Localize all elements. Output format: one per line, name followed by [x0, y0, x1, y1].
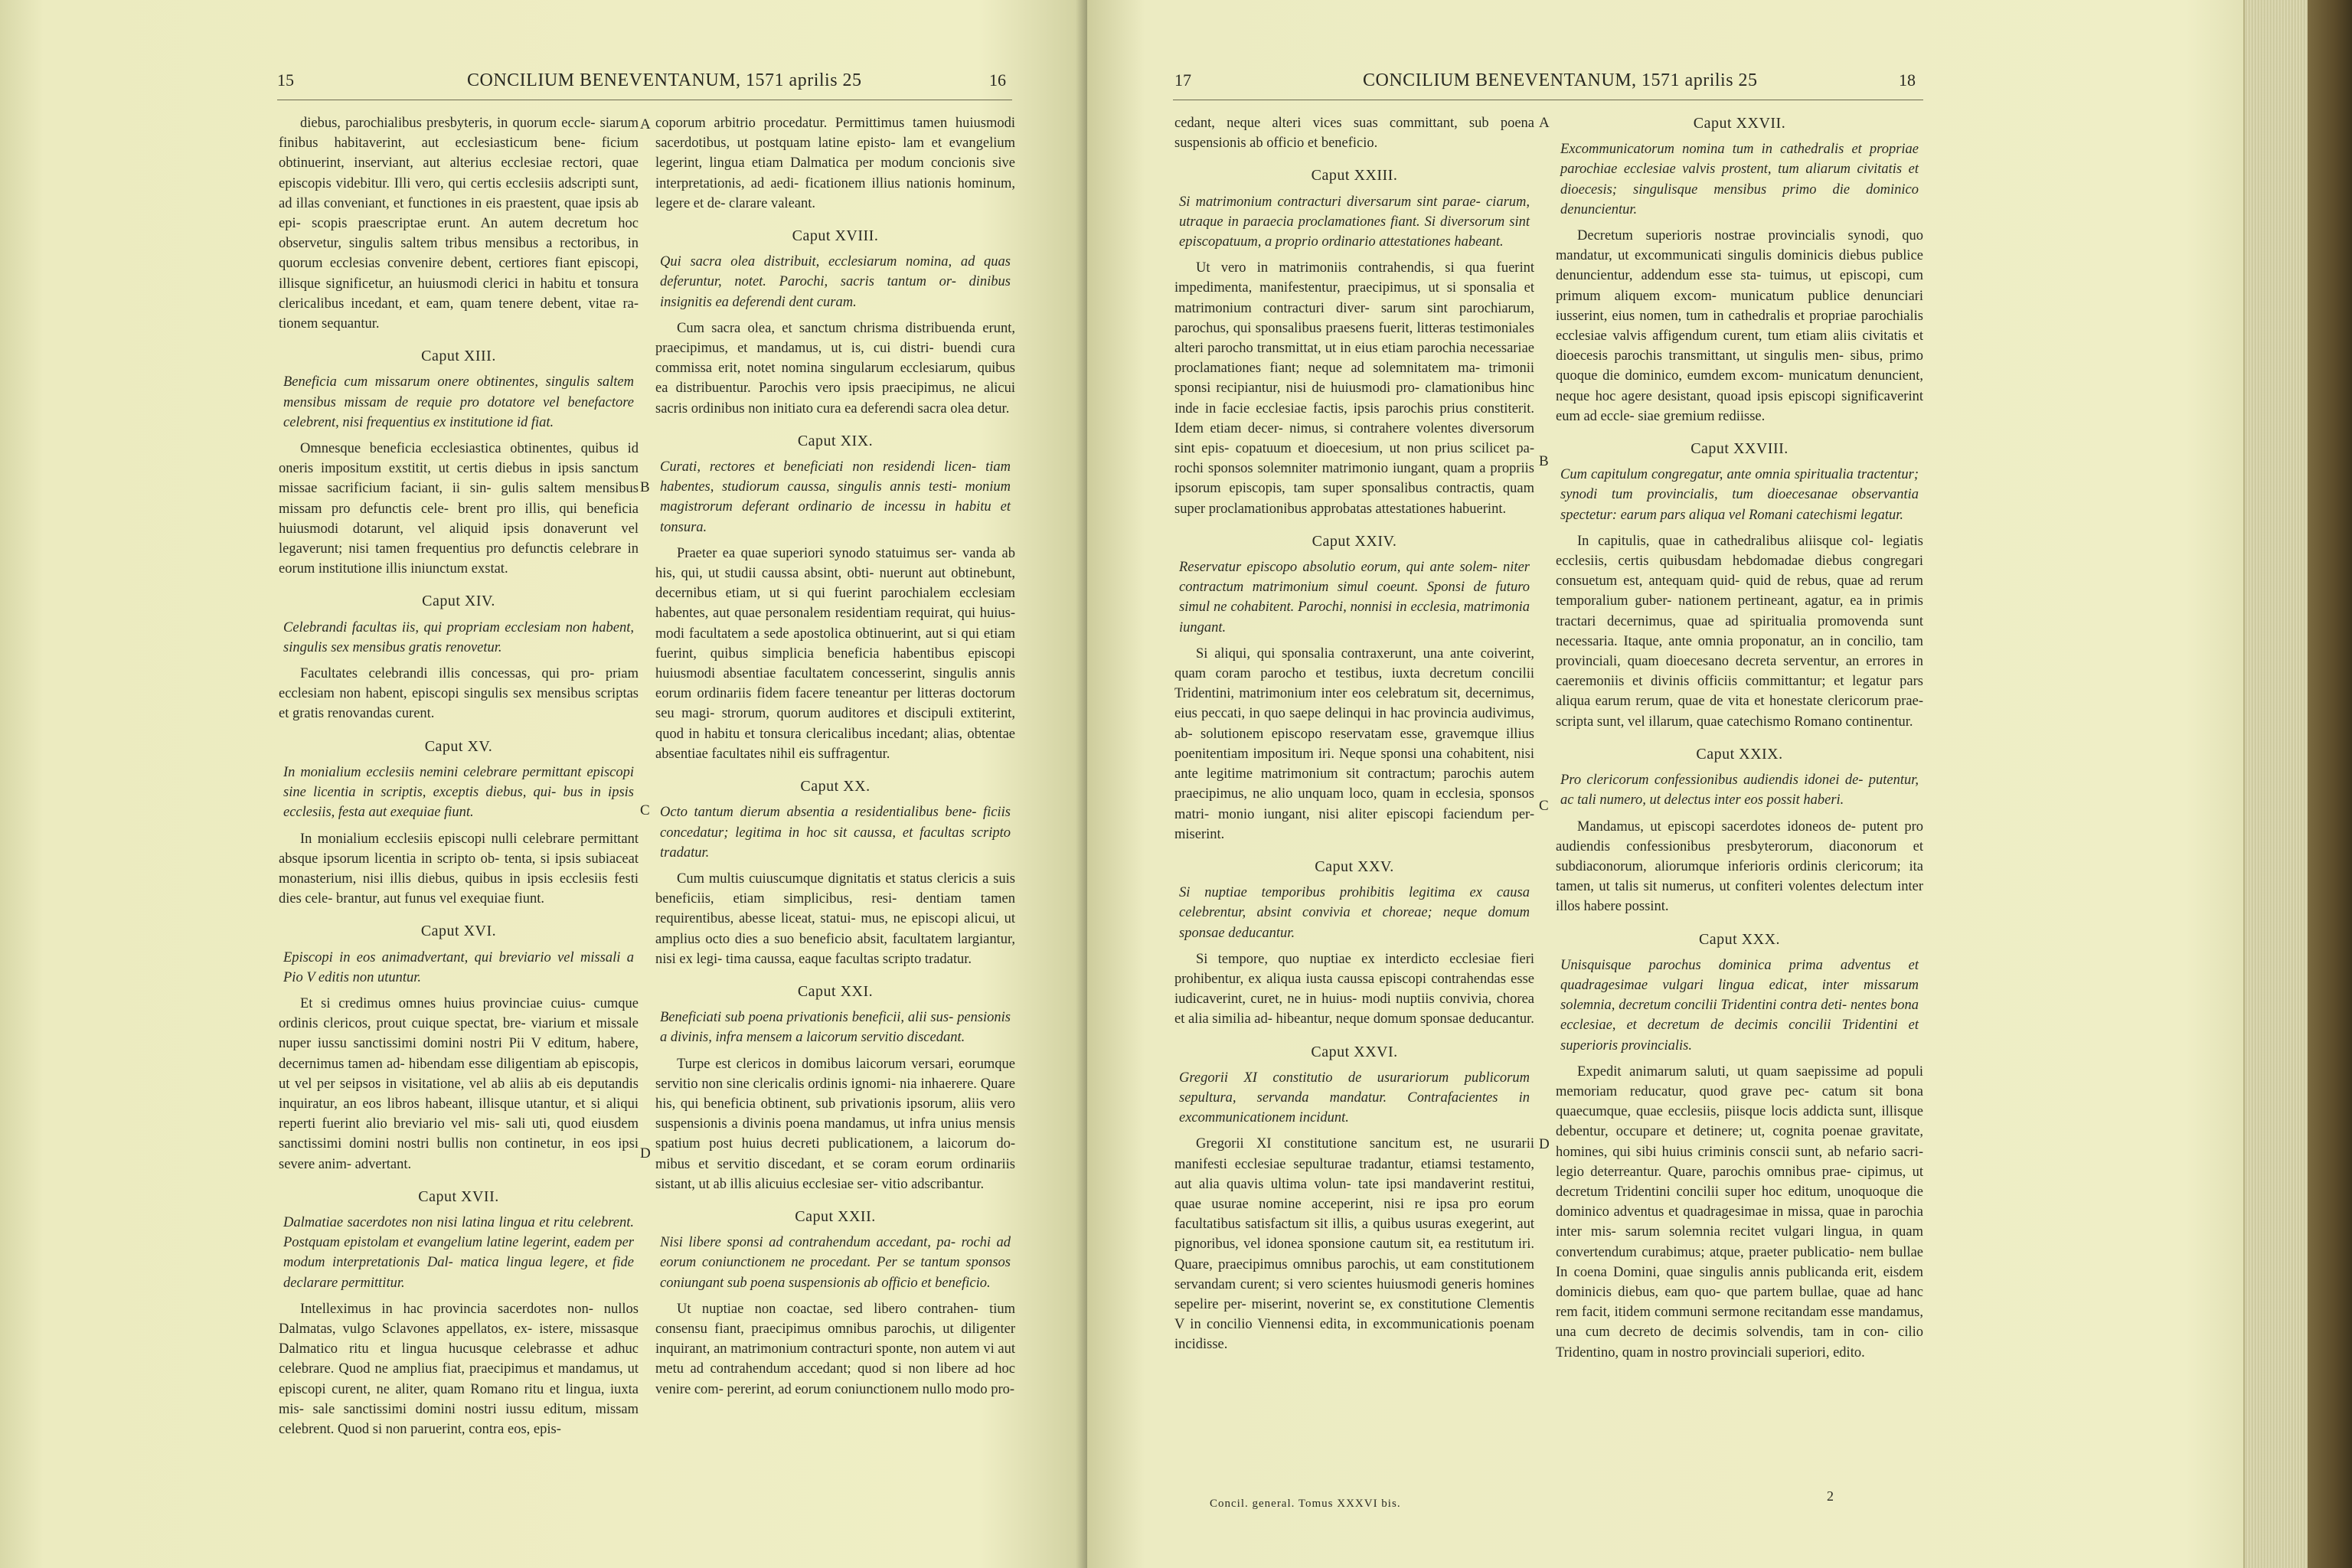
chapter-summary: Episcopi in eos animadvertant, qui breviario vel missali a Pio V editis non utuntur.: [283, 949, 634, 985]
paragraph: Si aliqui, qui sponsalia contraxerunt, una ante coiverint, quam coram parocho et testibus, iuxta decretum concilii Tridentini, matrimonium inter eos celebratum sit, decernimus, eius peccati, in quo saepe delinqui in hac provincia audivimus, ab- solutionem episcopo reservatam esse, gravemque illius poenitentiam impositum iri. Neque sponsi una cohabitent, nisi ante legitime matrimonium sit contractum; parochis autem praecipimus, ne alio unquam loco, quam in ecclesia, sponsos matri- monio iungant, nisi aliter episcopi faciendum per- miserint.: [1174, 645, 1534, 842]
chapter-heading: Caput XXII.: [795, 1207, 876, 1225]
book-binding: [2308, 0, 2352, 1568]
paragraph: Praeter ea quae superiori synodo statuimus ser- vanda ab his, qui, ut studii caussa absint, obti- nuerunt aut obtinebunt, decernibus etiam, ut si qui fuerint parochialem ecclesiam habentes, aut quae personalem residentiam requirat, qui huius- modi facultatem a sede apostolica obtinuerint, aut si qui etiam fuerint, quibus simplicia beneficia habentibus episcopi huiusmodi absentiae facultatem concesserint, singulis annis eorum ordinariis fidem facere teneantur per litteras doctorum seu magi- strorum, quorum auditores et discipuli extiterint, quod in habitu et tonsura clericalibus incedant; alias, obtentae absentiae facultates nihil eis suffragentur.: [655, 545, 1015, 762]
paragraph: Gregorii XI constitutione sancitum est, ne usurarii manifesti ecclesiae sepulturae tradantur, etiamsi testamento, aut alia quavis ultima volun- tate ipsi mandaverint restitui, quae usurae nomine acceperint, nisi re ipsa pro eorum facultatibus satisfactum sit illis, a quibus usuras exegerint, aut pignoribus, vel idonea sponsione cautum sit, ea restitutum iri. Quare, praecipimus omnibus parochis, ut eam constitutionem servandam curent; si vero scientes huiusmodi generis homines sepelire per- miserint, noverint se, ex constitutione Clementis V in concilio Viennensi edita, in excommunicationis poenam incidisse.: [1174, 1136, 1534, 1353]
paragraph: Expedit animarum saluti, ut quam saepissime ad populi memoriam reducatur, quod grave pec- catum sit bona quaecumque, quae ecclesiis, piisque locis addicta sunt, illisque debentur, occupare et detinere; ut, cognita poenae gravitate, homines, qui sibi huius criminis conscii sunt, ab nefario sacri- legio deterreantur. Quare, parochis omnibus prae- cipimus, ut decretum Tridentini concilii super hoc editum, unoquoque die dominico adventus et quadragesimae in missa, quae in parochia inter mis- sarum solemnia recitet vulgari lingua, in quam convertendum curabimus; atque, praeter publicatio- nem bullae In coena Domini, quae singulis annis publicanda erit, eisdem dominicis diebus, eam quo- que partem bullae, quae ad hanc rem facit, itidem communi sermone recitandam esse mandamus, una cum decreto de decimis solvendis, tam in con- cilio Tridentino, quam in nostro provinciali superiori, edito.: [1556, 1063, 1923, 1361]
chapter-summary: Unisquisque parochus dominica prima adventus et quadragesimae vulgari lingua edicat, inter missarum solemnia, decretum concilii Tridentini contra deti- nentes bona ecclesiae, et decretum de decimis concilii Tridentini et superioris provincialis.: [1560, 957, 1919, 1054]
running-header: CONCILIUM BENEVENTANUM, 1571 aprilis 25: [1363, 70, 1758, 90]
chapter-summary: Si nuptiae temporibus prohibitis legitima ex causa celebrentur, absint convivia et choreae; neque domum sponsae deducantur.: [1179, 885, 1530, 941]
paragraph: Mandamus, ut episcopi sacerdotes idoneos de- putent pro audiendis confessionibus presbyterorum, diaconorum et subdiaconorum, aliorumque inferioris ordinis clericorum; ita tamen, ut talis sit numerus, ut confiteri volentes delectum inter illos habere possint.: [1556, 818, 1923, 915]
chapter-summary: Qui sacra olea distribuit, ecclesiarum nomina, ad quas deferuntur, notet. Parochi, sacris tantum or- dinibus insignitis ea deferendi dent curam.: [660, 254, 1011, 310]
book-fore-edge: [2243, 0, 2352, 1568]
margin-letter: C: [640, 802, 650, 818]
chapter-heading: Caput XVII.: [418, 1187, 499, 1205]
paragraph: Ut vero in matrimoniis contrahendis, si qua fuerint impedimenta, manifestentur, praecipimus, ut si sponsalia et matrimonium contracturi diver- sarum sint parochiarum, parochus, qui sponsalibus praesens fuerit, litteras testimoniales alteri parocho transmittat, ut in eius etiam parochia necessariae proclamationes fiant; neque ad solemnitatem ma- trimonii sponsi recipiantur, nisi de huiusmodi pro- clamationibus hinc inde in facie ecclesiae factis, ipsis parochis prius constiterit. Idem etiam decer- nimus, si contrahere volentes diversorum sint epis- copatuum et dioecesium, ut non prius scilicet pa- rochi sponsos solemniter matrimonio iungant, quam a propriis ipsorum episcopis, tam super sponsalibus contractis, quam super proclamationibus approbatas attestationes habuerint.: [1174, 260, 1534, 517]
paragraph: cedant, neque alteri vices suas committant, sub poena suspensionis ab officio et beneficio.: [1174, 116, 1534, 152]
page-number: 18: [1899, 70, 1916, 90]
paragraph: diebus, parochialibus presbyteris, in quorum eccle- siarum finibus habitaverint, aut ecclesiasticum bene- ficium obtinuerint, inserviant, aut alterius ecclesiae rectori, quae episcopis videbitur. Illi vero, qui certis ecclesiis adscripti sunt, ad illas conveniant, et functiones in eis praestent, quae ipsis ab epi- scopis praescriptae erunt. An autem decretum hoc observetur, singulis saltem tribus mensibus a rectoribus, in quorum ecclesias convenire debent, certiores fiant episcopi, illisque significetur, an huiusmodi clerici in habitu et tonsura clericalibus incedant, et eam, quam tenere debent, vitae ra- tionem sequantur.: [279, 116, 639, 332]
chapter-heading: Caput XXIII.: [1311, 167, 1398, 185]
paragraph: Ut nuptiae non coactae, sed libero contrahen- tium consensu fiant, praecipimus omnibus parochis, ut diligenter inquirant, an matrimonium contracturi sponte, non autem vi aut metu ad contrahendum accedant; quod si non libere ad hoc venire com- pererint, ad eorum coniunctionem nullo modo pro-: [655, 1301, 1015, 1397]
chapter-summary: Beneficia cum missarum onere obtinentes, singulis saltem mensibus missam de requie pro dotatore vel benefactore celebrent, nisi frequentius ex institutione id fiat.: [283, 374, 634, 430]
chapter-heading: Caput XXIX.: [1696, 745, 1783, 763]
right-page: [1087, 0, 2243, 1568]
paragraph: Decretum superioris nostrae provincialis synodi, quo mandatur, ut excommunicati singulis dominicis diebus publice denuncientur, addendum esse sta- tuimus, ut episcopi, cum primum aliquem excom- municatum publice denunciari iusserint, eius nomen, tum in cathedralis et propriae parochialis ecclesiae valvis affigendum curent, tum etiam aliis civitatis et dioecesis parochis transmittant, ut singulis men- sibus, primo quoque die dominico, eumdem excom- municatum denuncient, neque hoc agere desistant, quoad ipsis episcopi significaverint eum ad eccle- siae gremium rediisse.: [1556, 228, 1923, 424]
chapter-heading: Caput XIV.: [422, 593, 495, 610]
chapter-heading: Caput XXVIII.: [1690, 440, 1788, 458]
chapter-summary: Gregorii XI constitutio de usurariorum publicorum sepultura, servanda mandatur. Contrafacientes in excommunicationem incidunt.: [1179, 1070, 1530, 1126]
chapter-heading: Caput XXVII.: [1693, 115, 1786, 132]
margin-letter: A: [1539, 115, 1550, 131]
chapter-heading: Caput XV.: [424, 737, 493, 755]
margin-letter: C: [1539, 798, 1549, 814]
chapter-summary: Celebrandi facultas iis, qui propriam ecclesiam non habent, singulis sex mensibus gratis renovetur.: [283, 619, 634, 655]
margin-letter: A: [640, 116, 651, 132]
paragraph: coporum arbitrio procedatur. Permittimus tamen huiusmodi sacerdotibus, ut postquam latine episto- lam et evangelium legerint, lingua etiam Dalmatica per modum concionis sive interpretationis, ad aedi- ficationem illius nationis hominum, legere et de- clarare valeant.: [655, 116, 1015, 211]
chapter-heading: Caput XXX.: [1698, 930, 1781, 948]
chapter-heading: Caput XX.: [800, 778, 871, 795]
chapter-heading: Caput XIX.: [797, 432, 874, 449]
chapter-heading: Caput XXVI.: [1311, 1043, 1398, 1060]
chapter-summary: Si matrimonium contracturi diversarum sint parae- ciarum, utraque in paraecia proclamationes fiant. Si diversorum sint episcopatuum, a proprio ordinario attestationes habeant.: [1179, 194, 1530, 250]
chapter-summary: Nisi libere sponsi ad contrahendum accedant, pa- rochi ad eorum coniunctionem ne procedant. Per se tantum sponsos coniungant sub poena suspensionis ab officio et beneficio.: [660, 1235, 1011, 1291]
chapter-summary: Beneficiati sub poena privationis beneficii, alii sus- pensionis a divinis, infra mensem a laicorum servitio discedant.: [660, 1010, 1011, 1046]
page-number: 17: [1174, 70, 1191, 90]
chapter-summary: Octo tantum dierum absentia a residentialibus bene- ficiis concedatur; legitima in hoc sit caussa, et facultas scripto tradatur.: [660, 805, 1011, 861]
paragraph: In capitulis, quae in cathedralibus aliisque col- legiatis ecclesiis, certis quibusdam hebdomadae diebus congregari consuetum est, antequam quid- quid de rebus, quae ad rerum temporalium guber- nationem pertineant, agatur, ea in primis tractari decernimus, quae ad spiritualia promovenda sunt necessaria. Itaque, ante omnia proponatur, an in concilio, tam provinciali, quam dioecesano decreta serventur, an errores in caeremoniis et divinis officiis committantur; et legatur pars aliqua earum rerum, quae de vita et honestate clericorum prae- scripta sunt, vel illarum, quae catechismo Romano continentur.: [1556, 533, 1923, 730]
right-column: [1556, 113, 1923, 1363]
left-column: [279, 113, 639, 1439]
margin-letter: B: [640, 479, 650, 495]
paragraph: Cum multis cuiuscumque dignitatis et status clericis a suis beneficiis, etiam simplicibus, resi- dentiam tamen requirentibus, abesse liceat, statui- mus, ne episcopi alicui, ut amplius octo dies a suo beneficio absit, facultatem largiantur, nisi ex legi- tima caussa, eaque facultas scripto tradatur.: [655, 871, 1015, 967]
signature-mark: 2: [1827, 1488, 1834, 1504]
paragraph: Intelleximus in hac provincia sacerdotes non- nullos Dalmatas, vulgo Sclavones appellatos, ex- istere, missasque Dalmatico ritu et lingua hucusque celebrasse et adhuc celebrare. Quod ne amplius fiat, praecipimus et mandamus, ut episcopi curent, ne aliter, quam Romano ritu et lingua, iuxta mis- sale sanctissimi domini nostri iussu editum, missam celebrent. Quod si non paruerint, contra eos, epis-: [279, 1301, 639, 1437]
left-page: [0, 0, 1087, 1568]
chapter-summary: Reservatur episcopo absolutio eorum, qui ante solem- niter contractum matrimonium simul coeunt. Sponsi de futuro simul ne cohabitent. Parochi, nonnisi in ecclesia, matrimonia iungant.: [1179, 560, 1530, 635]
chapter-summary: In monialium ecclesiis nemini celebrare permittant episcopi sine licentia in scriptis, exceptis diebus, qui- bus in ipsis ecclesiis, festa aut exequiae fiunt.: [283, 764, 634, 821]
paragraph: Et si credimus omnes huius provinciae cuius- cumque ordinis clericos, prout cuique spectat, bre- viarium et missale nuper iussu sanctissimi domini nostri Pii V editum, habere, decernimus tamen ad- hibendam esse diligentiam ab episcopis, ut vel per seipsos in visitatione, vel ab aliis ab eis deputandis inquiratur, an eos libros habeant, illisque utantur, et si aliqui reperti fuerint alio breviario vel mis- sali uti, quod eiusdem sanctissimi domini nostri bullis non continetur, in eos ipsi severe anim- advertant.: [279, 995, 639, 1172]
paragraph: Si tempore, quo nuptiae ex interdicto ecclesiae fieri prohibentur, ex aliqua iusta caussa episcopi contrahendas esse iudicaverint, curet, ne in huius- modi nuptiis convivia, chorea et alia similia ad- hibeantur, neque domum sponsae deducantur.: [1174, 951, 1534, 1027]
running-header: CONCILIUM BENEVENTANUM, 1571 aprilis 25: [467, 70, 862, 90]
margin-letter: D: [640, 1145, 651, 1161]
chapter-summary: Curati, rectores et beneficiati non residendi licen- tiam habentes, studiorum caussa, singulis annis testi- monium magistrorum deferant ordinario de incessu in habitu et tonsura.: [660, 459, 1011, 535]
paragraph: In monialium ecclesiis episcopi nulli celebrare permittant absque ipsorum licentia in scripto ob- tenta, si ipsis subiaceat monasterium, nisi illis diebus, quibus in ipsis ecclesiis festi dies cele- brantur, aut funus vel exequiae fiunt.: [279, 831, 639, 907]
paragraph: Turpe est clericos in domibus laicorum versari, eorumque servitio non sine clericalis ordinis ignomi- nia inhaerere. Quare his, qui beneficia obtinent, sub privationis ipsorum, aliis vero suspensionis a divinis poena mandamus, ut infra unius mensis spatium post huius decreti publicationem, a laicorum do- mibus et servitio discedant, et se coram eorum ordinariis sistant, ut ab illis alicuius ecclesiae ser- vitio adscribantur.: [655, 1056, 1015, 1192]
signature-line: Concil. general. Tomus XXXVI bis.: [1210, 1498, 1401, 1510]
chapter-summary: Pro clericorum confessionibus audiendis idonei de- putentur, ac tali numero, ut delectus inter eos possit haberi.: [1560, 773, 1919, 808]
chapter-summary: Cum capitulum congregatur, ante omnia spiritualia tractentur; synodi tum provincialis, tum dioecesanae observantia spectetur: earum pars aliqua vel Romani catechismi legatur.: [1560, 467, 1919, 523]
left-column: [1174, 113, 1534, 1355]
paragraph: Omnesque beneficia ecclesiastica obtinentes, quibus id oneris impositum exstitit, ut certis diebus in ipsis sanctum missae sacrificium faciant, ii sin- gulis saltem mensibus missam pro defunctis cele- brent pro illis, qui beneficia huiusmodi dotarunt, vel aliquid ipsis donaverunt vel legaverunt; nisi tamen frequentius pro defunctis celebrare in eorum institutione illis iniunctum exstat.: [279, 441, 639, 577]
chapter-heading: Caput XIII.: [421, 348, 496, 365]
chapter-heading: Caput XXV.: [1315, 858, 1394, 875]
right-column: [655, 113, 1015, 1400]
margin-letter: D: [1539, 1136, 1550, 1152]
chapter-heading: Caput XVIII.: [792, 227, 879, 245]
chapter-summary: Dalmatiae sacerdotes non nisi latina lingua et ritu celebrent. Postquam epistolam et evangelium latine legerint, eadem per modum interpretationis Dal- matica lingua legere, et fide declarare permittitur.: [283, 1214, 634, 1291]
page-number: 15: [277, 70, 294, 90]
chapter-heading: Caput XVI.: [420, 923, 497, 940]
chapter-summary: Excommunicatorum nomina tum in cathedralis et propriae parochiae ecclesiae valvis prostent, tum aliarum civitatis et dioecesis; singulisque mensibus primo die dominico denuncientur.: [1560, 142, 1919, 217]
chapter-heading: Caput XXIV.: [1312, 532, 1397, 550]
paragraph: Cum sacra olea, et sanctum chrisma distribuenda erunt, praecipimus, et mandamus, ut is, cui distri- buendi cura commissa erit, notet nomina singularum ecclesiarum, quibus ea distribuentur. Parochis vero ipsis praecipimus, ne alicui sacris ordinibus non initiato cura ea deferendi sacra olea detur.: [655, 320, 1015, 416]
margin-letter: B: [1539, 453, 1549, 469]
paragraph: Facultates celebrandi illis concessas, qui pro- priam ecclesiam non habent, episcopi singulis sex mensibus scriptas et gratis renovandas curent.: [279, 666, 639, 722]
chapter-heading: Caput XXI.: [797, 982, 874, 1000]
page-number: 16: [989, 70, 1006, 90]
